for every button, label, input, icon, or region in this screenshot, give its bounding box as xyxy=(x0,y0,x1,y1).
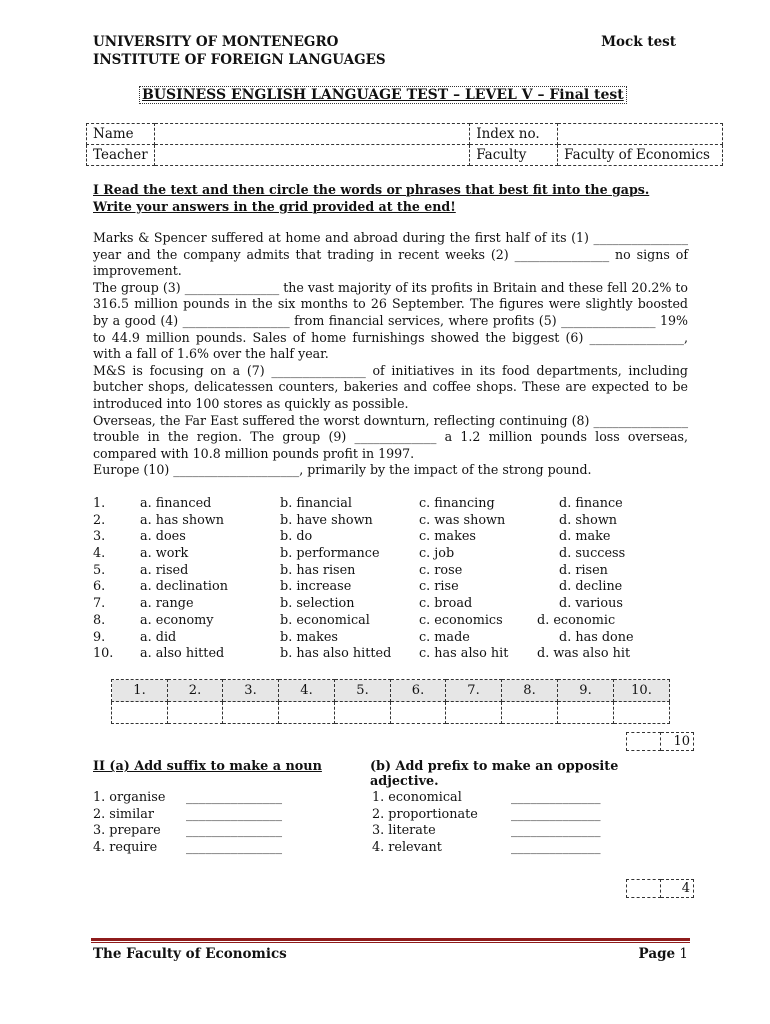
answer-blank[interactable]: ______________ xyxy=(511,790,601,805)
answer-blank[interactable]: _______________ xyxy=(186,790,282,805)
option-number: 9. xyxy=(93,629,106,645)
list-item xyxy=(93,823,282,840)
suffix-word: 3. prepare xyxy=(93,823,161,839)
option-b[interactable]: b. makes xyxy=(280,629,338,645)
prefix-word: 2. proportionate xyxy=(372,806,478,822)
reading-passage xyxy=(93,230,688,479)
option-b[interactable]: b. increase xyxy=(280,579,352,595)
passage-paragraph: M&S is focusing on a (7) _______________ of initiatives in its food departments, including butcher shops, delicatessen counters, bakeries and coffee shops. These are expected to be introduced into 100 stores as quickly as possible. xyxy=(93,362,688,411)
footer-divider xyxy=(91,942,690,943)
prefix-word: 1. economical xyxy=(372,790,462,805)
name-field[interactable] xyxy=(154,124,469,145)
option-b[interactable]: b. do xyxy=(280,529,313,545)
answer-blank[interactable]: ______________ xyxy=(511,840,601,856)
option-a[interactable]: a. work xyxy=(140,546,189,562)
grid-answer-cell[interactable] xyxy=(168,702,223,724)
student-info-table xyxy=(86,123,723,166)
option-a[interactable]: a. has shown xyxy=(140,512,224,528)
option-row xyxy=(93,546,688,563)
option-d[interactable]: d. shown xyxy=(559,512,618,528)
option-c[interactable]: c. job xyxy=(419,546,455,562)
university-name: UNIVERSITY OF MONTENEGRO xyxy=(93,34,339,50)
option-b[interactable]: b. financial xyxy=(280,496,352,511)
option-b[interactable]: b. economical xyxy=(280,612,370,628)
faculty-value: Faculty of Economics xyxy=(558,145,723,166)
name-label: Name xyxy=(87,124,155,145)
option-number: 8. xyxy=(93,612,106,628)
answer-options-list xyxy=(93,496,688,663)
list-item xyxy=(372,823,601,840)
option-c[interactable]: c. economics xyxy=(419,612,503,628)
option-a[interactable]: a. also hitted xyxy=(140,646,225,662)
grid-answer-cell[interactable] xyxy=(335,702,391,724)
task1-score-box xyxy=(626,732,694,751)
option-d[interactable]: d. has done xyxy=(559,629,634,645)
page-label: Page xyxy=(638,946,676,962)
task2b-title: (b) Add prefix to make an opposite adjective. xyxy=(370,759,619,789)
option-number: 6. xyxy=(93,579,106,595)
list-item xyxy=(93,790,282,807)
suffix-word: 4. require xyxy=(93,840,158,856)
max-score: 4 xyxy=(661,880,694,898)
list-item xyxy=(372,806,601,824)
option-row xyxy=(93,579,688,596)
faculty-label: Faculty xyxy=(470,145,558,166)
teacher-field[interactable] xyxy=(154,145,469,166)
option-row xyxy=(93,496,688,513)
grid-answer-cell[interactable] xyxy=(614,702,670,724)
task1-instruction: I Read the text and then circle the words or phrases that best fit into the gaps. Write your answers in the grid provided at the end! xyxy=(93,182,650,214)
page-number xyxy=(639,946,688,962)
prefix-word: 4. relevant xyxy=(372,840,442,856)
page-num: 1 xyxy=(679,946,688,962)
grid-answer-cell[interactable] xyxy=(112,702,168,724)
grid-answer-cell[interactable] xyxy=(391,702,446,724)
grid-answer-cell[interactable] xyxy=(558,702,614,724)
option-c[interactable]: c. was shown xyxy=(419,512,506,528)
option-number: 1. xyxy=(93,496,106,511)
task2-headings xyxy=(93,759,688,789)
grid-header: 6. xyxy=(391,680,446,702)
answer-grid xyxy=(111,679,670,724)
option-number: 7. xyxy=(93,596,106,612)
list-item xyxy=(93,806,282,824)
footer-faculty: The Faculty of Economics xyxy=(93,946,287,962)
grid-header: 1. xyxy=(112,680,168,702)
option-row xyxy=(93,646,688,663)
task2a-title: II (a) Add suffix to make a noun xyxy=(93,759,322,774)
option-d[interactable]: d. various xyxy=(559,596,623,612)
passage-paragraph: Europe (10) ____________________, primarily by the impact of the strong pound. xyxy=(93,462,592,478)
option-d[interactable]: d. risen xyxy=(559,562,608,578)
list-item xyxy=(372,790,601,807)
option-d[interactable]: d. was also hit xyxy=(537,646,631,662)
option-b[interactable]: b. have shown xyxy=(280,512,373,528)
grid-answer-cell[interactable] xyxy=(223,702,279,724)
grid-header: 9. xyxy=(558,680,614,702)
option-row xyxy=(93,630,688,647)
answer-blank[interactable]: ______________ xyxy=(511,806,601,822)
option-row xyxy=(93,613,688,630)
option-d[interactable]: d. economic xyxy=(537,612,616,628)
max-score: 10 xyxy=(661,733,694,751)
grid-header: 4. xyxy=(279,680,335,702)
mock-test-label: Mock test xyxy=(601,34,676,50)
suffix-word: 2. similar xyxy=(93,806,155,822)
grid-header: 2. xyxy=(168,680,223,702)
option-a[interactable]: a. rised xyxy=(140,562,189,578)
option-row xyxy=(93,529,688,546)
suffix-word: 1. organise xyxy=(93,790,166,805)
index-field[interactable] xyxy=(558,124,723,145)
option-a[interactable]: a. financed xyxy=(140,496,212,511)
grid-answer-cell[interactable] xyxy=(279,702,335,724)
option-number: 2. xyxy=(93,512,106,528)
test-title: BUSINESS ENGLISH LANGUAGE TEST – LEVEL V – Final test xyxy=(139,86,627,104)
option-number: 4. xyxy=(93,546,106,562)
option-a[interactable]: a. declination xyxy=(140,579,228,595)
score-field[interactable] xyxy=(627,733,661,751)
task2-score-box xyxy=(626,879,694,898)
option-number: 3. xyxy=(93,529,106,545)
answer-blank[interactable]: ______________ xyxy=(511,823,601,839)
option-a[interactable]: a. did xyxy=(140,629,177,645)
option-b[interactable]: b. has risen xyxy=(280,562,356,578)
prefix-list xyxy=(372,790,601,857)
list-item xyxy=(93,840,282,857)
grid-answer-cell[interactable] xyxy=(446,702,502,724)
grid-header: 10. xyxy=(614,680,670,702)
page-header xyxy=(93,33,676,69)
prefix-word: 3. literate xyxy=(372,823,436,839)
option-number: 5. xyxy=(93,562,106,578)
option-c[interactable]: c. has also hit xyxy=(419,646,509,662)
institute-name: INSTITUTE OF FOREIGN LANGUAGES xyxy=(93,52,386,68)
option-d[interactable]: d. make xyxy=(559,529,611,545)
option-c[interactable]: c. rise xyxy=(419,579,459,595)
grid-header: 3. xyxy=(223,680,279,702)
option-row xyxy=(93,513,688,530)
option-a[interactable]: a. economy xyxy=(140,612,214,628)
option-b[interactable]: b. has also hitted xyxy=(280,646,392,662)
option-a[interactable]: a. does xyxy=(140,529,186,545)
list-item xyxy=(372,840,601,857)
option-d[interactable]: d. success xyxy=(559,546,626,562)
option-c[interactable]: c. made xyxy=(419,629,470,645)
grid-header: 8. xyxy=(502,680,558,702)
option-number: 10. xyxy=(93,646,114,662)
grid-header: 5. xyxy=(335,680,391,702)
option-c[interactable]: c. makes xyxy=(419,529,476,545)
option-a[interactable]: a. range xyxy=(140,596,194,612)
suffix-list xyxy=(93,790,282,857)
passage-paragraph: Overseas, the Far East suffered the worst downturn, reflecting continuing (8) _______________ trouble in the region. The group (9) _____________ a 1.2 million pounds loss overseas, compared with 10.8 million pounds profit in 1997. xyxy=(93,412,688,461)
answer-blank[interactable]: _______________ xyxy=(186,840,282,856)
option-c[interactable]: c. broad xyxy=(419,596,473,612)
score-field[interactable] xyxy=(627,880,661,898)
index-label: Index no. xyxy=(470,124,558,145)
grid-header: 7. xyxy=(446,680,502,702)
option-c[interactable]: c. rose xyxy=(419,562,463,578)
option-row xyxy=(93,563,688,580)
passage-paragraph: The group (3) _______________ the vast majority of its profits in Britain and these fell 20.2% to 316.5 million pounds in the six months to 26 September. The figures were slightly boosted by a good (4) _________________ from financial services, where profits (5) _______________ 19% to 44.9 million pounds. Sales of home furnishings showed the biggest (6) _______________, with a fall of 1.6% over the half year. xyxy=(93,279,688,362)
option-d[interactable]: d. finance xyxy=(559,496,623,511)
passage-paragraph: Marks & Spencer suffered at home and abroad during the first half of its (1) _______________ year and the company admits that trading in recent weeks (2) _______________ no signs of improvement. xyxy=(93,230,688,279)
teacher-label: Teacher xyxy=(87,145,155,166)
option-c[interactable]: c. financing xyxy=(419,496,495,511)
option-row xyxy=(93,596,688,613)
answer-blank[interactable]: _______________ xyxy=(186,823,282,839)
footer-divider xyxy=(91,938,690,941)
answer-blank[interactable]: _______________ xyxy=(186,806,282,822)
page-footer xyxy=(93,946,688,962)
grid-answer-cell[interactable] xyxy=(502,702,558,724)
option-b[interactable]: b. performance xyxy=(280,546,380,562)
option-b[interactable]: b. selection xyxy=(280,596,355,612)
option-d[interactable]: d. decline xyxy=(559,579,623,595)
